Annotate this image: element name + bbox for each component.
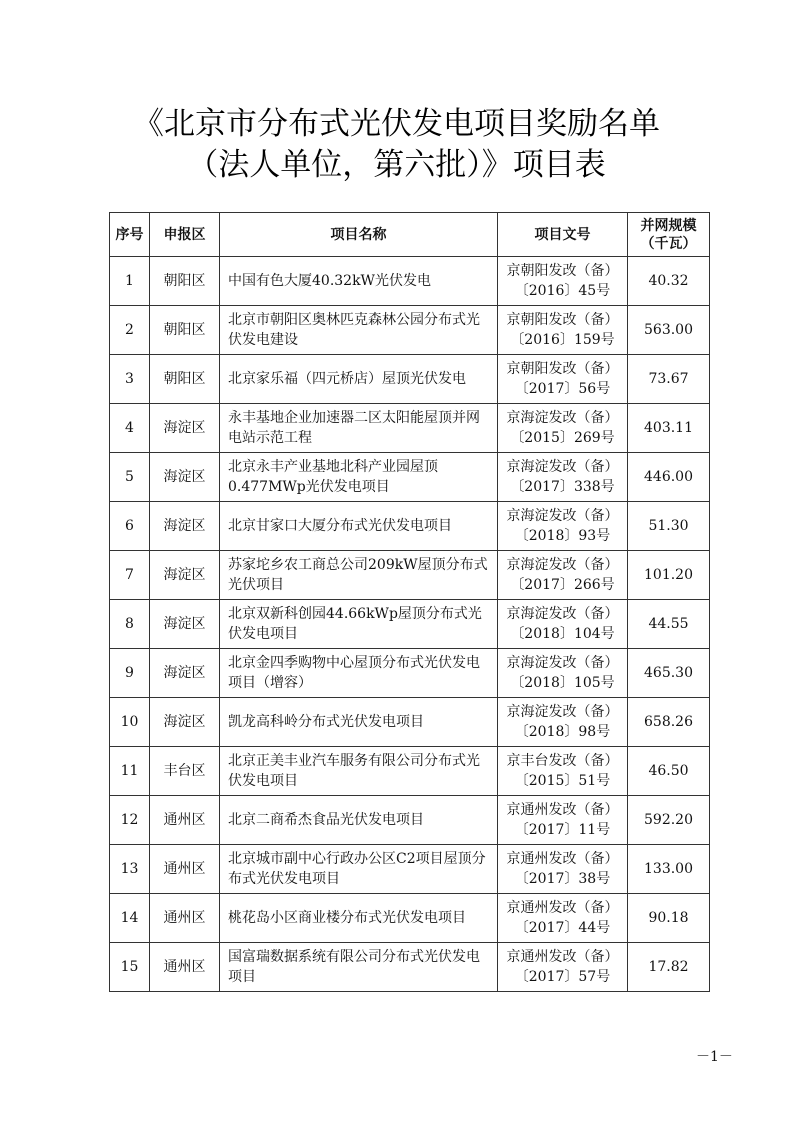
doc-line1: 京通州发改（备）: [506, 851, 619, 867]
seq-text: 15: [120, 959, 139, 975]
header-name: 项目名称: [220, 213, 498, 257]
cell-seq: [110, 649, 150, 698]
cell-doc-number: [498, 943, 628, 992]
doc-line2: 〔2017〕266号: [510, 577, 615, 593]
doc-line2: 〔2017〕11号: [514, 822, 611, 838]
table-row: [110, 698, 710, 747]
cell-project-name: [220, 649, 498, 698]
table-row: [110, 257, 710, 306]
cell-project-name: [220, 698, 498, 747]
table-row: [110, 649, 710, 698]
doc-line1: 京通州发改（备）: [506, 949, 619, 965]
table-row: [110, 355, 710, 404]
header-doc: 项目文号: [498, 213, 628, 257]
scale-text: 17.82: [648, 959, 689, 975]
cell-doc-number: [498, 453, 628, 502]
cell-scale: [628, 943, 710, 992]
cell-district: [150, 698, 220, 747]
cell-project-name: [220, 355, 498, 404]
title-line-2: （法人单位，第六批）》项目表: [187, 147, 606, 183]
scale-text: 44.55: [648, 616, 689, 632]
cell-seq: [110, 257, 150, 306]
doc-line2: 〔2016〕159号: [510, 332, 615, 348]
district-text: 海淀区: [163, 420, 206, 436]
doc-line2: 〔2017〕57号: [514, 969, 611, 985]
doc-line1: 京朝阳发改（备）: [506, 312, 619, 328]
cell-seq: [110, 453, 150, 502]
scale-text: 46.50: [648, 763, 689, 779]
project-name-text: 凯龙高科岭分布式光伏发电项目: [228, 714, 424, 730]
scale-text: 592.20: [644, 812, 693, 828]
cell-doc-number: [498, 747, 628, 796]
district-text: 通州区: [163, 910, 206, 926]
seq-text: 5: [125, 469, 134, 485]
table-row: [110, 600, 710, 649]
header-scale-line2: （千瓦）: [640, 235, 697, 252]
cell-district: [150, 600, 220, 649]
cell-scale: [628, 306, 710, 355]
district-text: 通州区: [163, 812, 206, 828]
doc-line1: 京海淀发改（备）: [506, 704, 619, 720]
scale-text: 73.67: [648, 371, 689, 387]
seq-text: 9: [125, 665, 134, 681]
scale-text: 40.32: [648, 273, 689, 289]
seq-text: 2: [125, 322, 134, 338]
project-table: [109, 212, 710, 992]
cell-scale: [628, 355, 710, 404]
table-row: [110, 747, 710, 796]
district-text: 朝阳区: [163, 371, 206, 387]
cell-seq: [110, 943, 150, 992]
seq-text: 6: [125, 518, 134, 534]
scale-text: 658.26: [644, 714, 693, 730]
table-row: [110, 502, 710, 551]
doc-line2: 〔2018〕104号: [510, 626, 615, 642]
project-name-text: 苏家坨乡农工商总公司209kW屋顶分布式光伏项目: [228, 557, 488, 593]
cell-doc-number: [498, 796, 628, 845]
doc-line2: 〔2018〕93号: [514, 528, 611, 544]
title-line-1: 《北京市分布式光伏发电项目奖励名单: [133, 106, 660, 142]
doc-line1: 京海淀发改（备）: [506, 606, 619, 622]
doc-line2: 〔2017〕44号: [514, 920, 611, 936]
doc-line2: 〔2015〕269号: [510, 430, 615, 446]
cell-doc-number: [498, 698, 628, 747]
project-name-text: 北京永丰产业基地北科产业园屋顶0.477MWp光伏发电项目: [228, 459, 438, 495]
scale-text: 563.00: [644, 322, 693, 338]
cell-project-name: [220, 502, 498, 551]
cell-district: [150, 747, 220, 796]
project-name-text: 北京金四季购物中心屋顶分布式光伏发电项目（增容）: [228, 655, 480, 691]
cell-doc-number: [498, 600, 628, 649]
cell-scale: [628, 551, 710, 600]
cell-seq: [110, 306, 150, 355]
doc-line1: 京海淀发改（备）: [506, 410, 619, 426]
cell-scale: [628, 453, 710, 502]
doc-line2: 〔2017〕38号: [514, 871, 611, 887]
table-row: [110, 796, 710, 845]
district-text: 朝阳区: [163, 273, 206, 289]
cell-district: [150, 649, 220, 698]
cell-district: [150, 845, 220, 894]
header-scale-line1: 并网规模: [640, 217, 697, 234]
table-row: [110, 845, 710, 894]
project-name-text: 中国有色大厦40.32kW光伏发电: [228, 273, 431, 289]
cell-district: [150, 551, 220, 600]
cell-doc-number: [498, 845, 628, 894]
cell-district: [150, 404, 220, 453]
district-text: 海淀区: [163, 469, 206, 485]
cell-scale: [628, 404, 710, 453]
cell-doc-number: [498, 649, 628, 698]
cell-district: [150, 894, 220, 943]
doc-line1: 京朝阳发改（备）: [506, 263, 619, 279]
cell-scale: [628, 894, 710, 943]
project-name-text: 北京城市副中心行政办公区C2项目屋顶分布式光伏发电项目: [228, 851, 486, 887]
district-text: 通州区: [163, 959, 206, 975]
scale-text: 90.18: [648, 910, 689, 926]
cell-seq: [110, 404, 150, 453]
table-row: [110, 894, 710, 943]
cell-seq: [110, 698, 150, 747]
scale-text: 446.00: [644, 469, 693, 485]
project-name-text: 北京市朝阳区奥林匹克森林公园分布式光伏发电建设: [228, 312, 480, 348]
cell-project-name: [220, 796, 498, 845]
project-name-text: 北京正美丰业汽车服务有限公司分布式光伏发电项目: [228, 753, 480, 789]
doc-line2: 〔2017〕56号: [514, 381, 611, 397]
cell-doc-number: [498, 257, 628, 306]
project-name-text: 北京甘家口大厦分布式光伏发电项目: [228, 518, 452, 534]
project-name-text: 永丰基地企业加速器二区太阳能屋顶并网电站示范工程: [228, 410, 480, 446]
header-scale: [628, 213, 710, 257]
cell-scale: [628, 698, 710, 747]
district-text: 通州区: [163, 861, 206, 877]
cell-project-name: [220, 551, 498, 600]
header-seq: 序号: [110, 213, 150, 257]
doc-line2: 〔2018〕105号: [510, 675, 615, 691]
cell-district: [150, 257, 220, 306]
doc-line1: 京通州发改（备）: [506, 900, 619, 916]
cell-scale: [628, 257, 710, 306]
cell-doc-number: [498, 551, 628, 600]
scale-text: 465.30: [644, 665, 693, 681]
cell-scale: [628, 747, 710, 796]
cell-project-name: [220, 747, 498, 796]
scale-text: 403.11: [644, 420, 693, 436]
district-text: 海淀区: [163, 714, 206, 730]
seq-text: 14: [120, 910, 139, 926]
seq-text: 10: [120, 714, 139, 730]
district-text: 海淀区: [163, 518, 206, 534]
cell-project-name: [220, 257, 498, 306]
project-name-text: 北京二商希杰食品光伏发电项目: [228, 812, 424, 828]
project-name-text: 国富瑞数据系统有限公司分布式光伏发电项目: [228, 949, 480, 985]
cell-doc-number: [498, 894, 628, 943]
doc-line2: 〔2016〕45号: [514, 283, 611, 299]
page-number: －1－: [696, 1049, 733, 1065]
cell-seq: [110, 894, 150, 943]
doc-line1: 京海淀发改（备）: [506, 655, 619, 671]
cell-seq: [110, 796, 150, 845]
doc-line2: 〔2015〕51号: [514, 773, 611, 789]
cell-district: [150, 502, 220, 551]
district-text: 海淀区: [163, 616, 206, 632]
doc-line1: 京朝阳发改（备）: [506, 361, 619, 377]
district-text: 朝阳区: [163, 322, 206, 338]
cell-doc-number: [498, 355, 628, 404]
seq-text: 13: [120, 861, 139, 877]
doc-line1: 京丰台发改（备）: [506, 753, 619, 769]
doc-line2: 〔2017〕338号: [510, 479, 615, 495]
scale-text: 101.20: [644, 567, 693, 583]
cell-project-name: [220, 845, 498, 894]
seq-text: 3: [125, 371, 134, 387]
cell-scale: [628, 796, 710, 845]
cell-district: [150, 355, 220, 404]
project-name-text: 北京双新科创园44.66kWp屋顶分布式光伏发电项目: [228, 606, 482, 642]
district-text: 丰台区: [163, 763, 206, 779]
header-district: 申报区: [150, 213, 220, 257]
table-header-row: [110, 213, 710, 257]
project-name-text: 北京家乐福（四元桥店）屋顶光伏发电: [228, 371, 466, 387]
cell-project-name: [220, 404, 498, 453]
seq-text: 11: [120, 763, 139, 779]
seq-text: 7: [125, 567, 134, 583]
project-name-text: 桃花岛小区商业楼分布式光伏发电项目: [228, 910, 466, 926]
cell-scale: [628, 649, 710, 698]
table-row: [110, 306, 710, 355]
district-text: 海淀区: [163, 567, 206, 583]
cell-doc-number: [498, 404, 628, 453]
cell-doc-number: [498, 502, 628, 551]
table-row: [110, 404, 710, 453]
cell-seq: [110, 600, 150, 649]
cell-scale: [628, 502, 710, 551]
cell-seq: [110, 845, 150, 894]
doc-line2: 〔2018〕98号: [514, 724, 611, 740]
cell-doc-number: [498, 306, 628, 355]
table-row: [110, 943, 710, 992]
cell-project-name: [220, 894, 498, 943]
cell-district: [150, 796, 220, 845]
seq-text: 4: [125, 420, 134, 436]
scale-text: 133.00: [644, 861, 693, 877]
doc-line1: 京海淀发改（备）: [506, 508, 619, 524]
cell-seq: [110, 747, 150, 796]
doc-line1: 京海淀发改（备）: [506, 557, 619, 573]
cell-seq: [110, 355, 150, 404]
cell-project-name: [220, 600, 498, 649]
cell-seq: [110, 551, 150, 600]
cell-project-name: [220, 306, 498, 355]
cell-scale: [628, 845, 710, 894]
cell-district: [150, 943, 220, 992]
cell-scale: [628, 600, 710, 649]
cell-district: [150, 453, 220, 502]
seq-text: 1: [125, 273, 134, 289]
doc-line1: 京海淀发改（备）: [506, 459, 619, 475]
table-row: [110, 551, 710, 600]
seq-text: 8: [125, 616, 134, 632]
cell-seq: [110, 502, 150, 551]
cell-project-name: [220, 943, 498, 992]
doc-line1: 京通州发改（备）: [506, 802, 619, 818]
district-text: 海淀区: [163, 665, 206, 681]
cell-project-name: [220, 453, 498, 502]
cell-district: [150, 306, 220, 355]
table-row: [110, 453, 710, 502]
seq-text: 12: [120, 812, 139, 828]
scale-text: 51.30: [648, 518, 689, 534]
